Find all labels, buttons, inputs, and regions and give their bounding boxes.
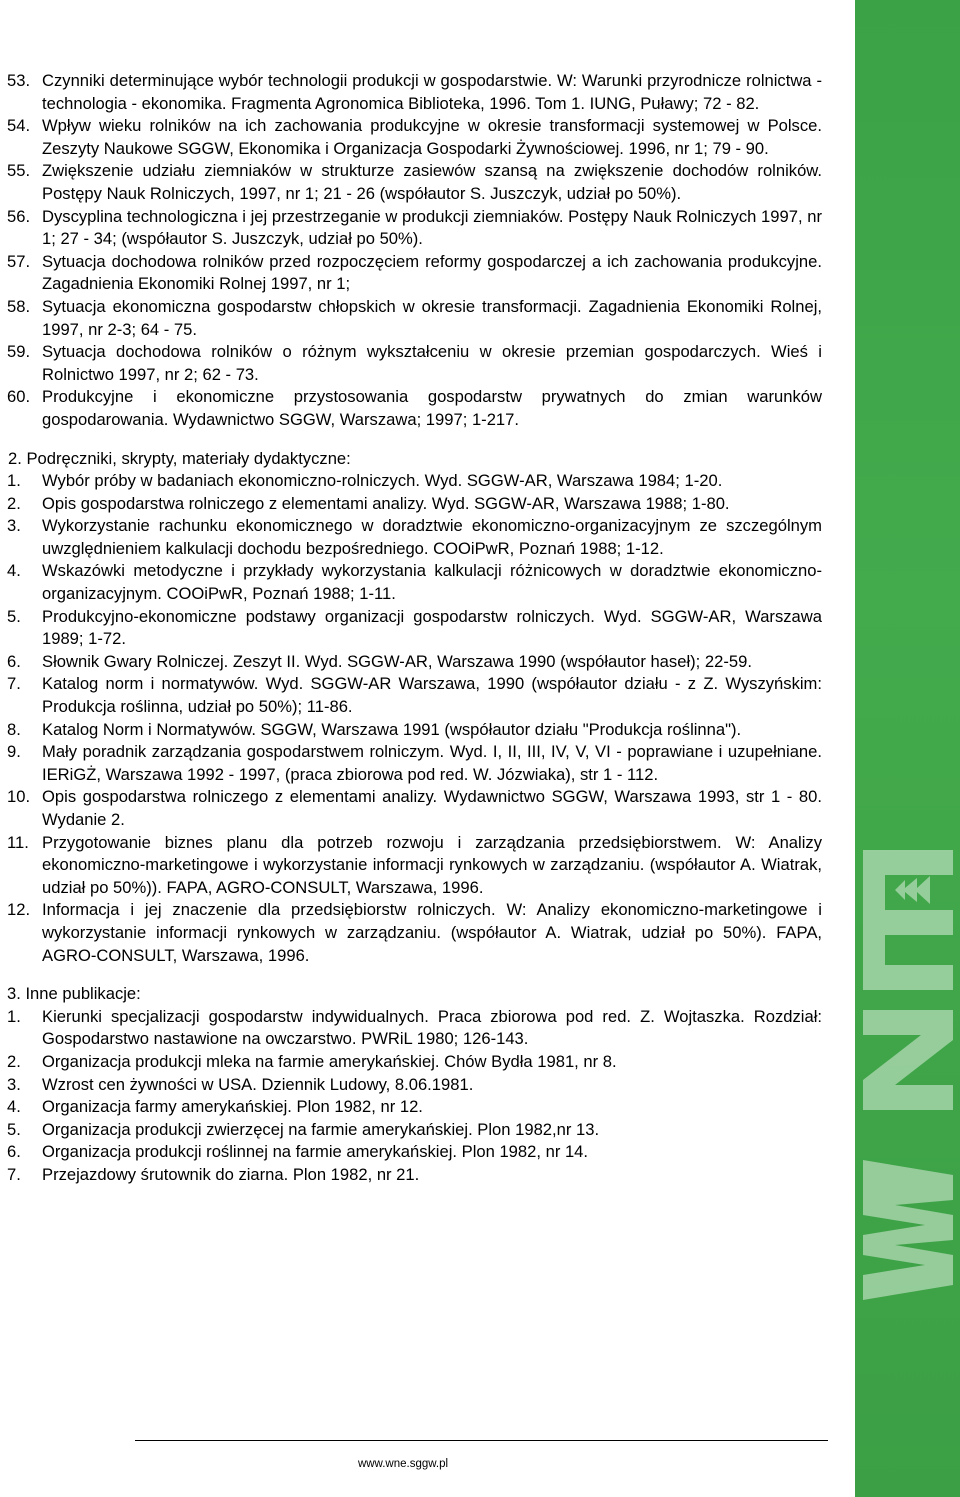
footer-divider xyxy=(135,1440,828,1441)
list-item: 5. Produkcyjno-ekonomiczne podstawy organizacji gospodarstw rolniczych. Wyd. SGGW-AR, Warszawa 1989; 1-72. xyxy=(7,606,822,649)
list-item: 4. Wskazówki metodyczne i przykłady wykorzystania kalkulacji różnicowych w doradztwie ekonomiczno-organizacyjnym. COOiPwR, Poznań 1988; 1-11. xyxy=(7,561,822,604)
list-item: 4. Organizacja farmy amerykańskiej. Plon 1982, nr 12. xyxy=(7,1097,423,1117)
list-item: 9. Mały poradnik zarządzania gospodarstwem rolniczym. Wyd. I, II, III, IV, V, VI - poprawiane i uzupełniane. IERiGŻ, Warszawa 1992 - 1997, (praca zbiorowa pod red. W. Józwiaka), str 1 - 112. xyxy=(7,742,822,784)
list-item: 3. Wzrost cen żywności w USA. Dziennik Ludowy, 8.06.1981. xyxy=(7,1074,474,1094)
textbooks-list xyxy=(7,470,822,967)
green-side-bar xyxy=(855,0,960,1497)
list-item: 6. Organizacja produkcji roślinnej na farmie amerykańskiej. Plon 1982, nr 14. xyxy=(7,1142,589,1162)
list-item: 60. Produkcyjne i ekonomiczne przystosowania gospodarstw prywatnych do zmian warunków gospodarowania. Wydawnictwo SGGW, Warszawa; 1997; 1-217. xyxy=(7,387,822,429)
list-item: 56. Dyscyplina technologiczna i jej przestrzeganie w produkcji ziemniaków. Postępy Nauk Rolniczych 1997, nr 1; 27 - 34; (współautor S. Juszczyk, udział po 50%). xyxy=(7,206,822,249)
wne-logo xyxy=(855,0,960,1497)
list-item: 12. Informacja i jej znaczenie dla przedsiębiorstw rolniczych. W: Analizy ekonomiczno-marketingowe i wykorzystanie informacji rynkowych w zarządzaniu. (współautor A. Wiatrak, udział po 50%). FAPA, AGRO-CONSULT, Warszawa, 1996. xyxy=(7,900,822,965)
other-publications-list xyxy=(7,1006,822,1187)
list-item: 53. Czynniki determinujące wybór technologii produkcji w gospodarstwie. W: Warunki przyrodnicze rolnictwa - technologia - ekonomika. Fragmenta Agronomica Biblioteka, 1996. Tom 1. IUNG, Puławy; 72 - 82. xyxy=(7,71,822,113)
wne-logo-letters xyxy=(863,850,953,1300)
list-item: 6. Słownik Gwary Rolniczej. Zeszyt II. Wyd. SGGW-AR, Warszawa 1990 (współautor haseł); 22-59. xyxy=(7,651,752,671)
list-item: 57. Sytuacja dochodowa rolników przed rozpoczęciem reformy gospodarczej a ich zachowania produkcyjne. Zagadnienia Ekonomiki Rolnej 1997, nr 1; xyxy=(7,251,822,294)
list-item: 1. Kierunki specjalizacji gospodarstw indywidualnych. Praca zbiorowa pod red. Z. Wojtaszka. Rozdział: Gospodarstwo nastawione na owczarstwo. PWRiL 1980; 126-143. xyxy=(7,1006,822,1049)
list-item: 59. Sytuacja dochodowa rolników o różnym wykształceniu w okresie przemian gospodarczych. Wieś i Rolnictwo 1997, nr 2; 62 - 73. xyxy=(7,342,822,384)
list-item: 10. Opis gospodarstwa rolniczego z elementami analizy. Wydawnictwo SGGW, Warszawa 1993, str 1 - 80. Wydanie 2. xyxy=(7,787,822,829)
section-heading-other: 3. Inne publikacje: xyxy=(7,984,141,1004)
list-item: 7. Katalog norm i normatywów. Wyd. SGGW-AR Warszawa, 1990 (współautor działu - z Z. Wyszyńskim: Produkcja roślinna, udział po 50%); 11-86. xyxy=(7,674,822,717)
list-item: 55. Zwiększenie udziału ziemniaków w strukturze zasiewów szansą na zwiększenie dochodów rolników. Postępy Nauk Rolniczych, 1997, nr 1; 21 - 26 (współautor S. Juszczyk, udział po 50%). xyxy=(7,161,822,203)
list-item: 2. Opis gospodarstwa rolniczego z elementami analizy. Wyd. SGGW-AR, Warszawa 1988; 1-80. xyxy=(7,493,730,513)
list-item: 7. Przejazdowy śrutownik do ziarna. Plon 1982, nr 21. xyxy=(7,1164,420,1184)
publications-continued xyxy=(7,70,822,432)
list-item: 2. Organizacja produkcji mleka na farmie amerykańskiej. Chów Bydła 1981, nr 8. xyxy=(7,1051,617,1071)
list-item: 1. Wybór próby w badaniach ekonomiczno-rolniczych. Wyd. SGGW-AR, Warszawa 1984; 1-20. xyxy=(7,471,723,491)
list-item: 5. Organizacja produkcji zwierzęcej na farmie amerykańskiej. Plon 1982,nr 13. xyxy=(7,1119,600,1139)
list-item: 3. Wykorzystanie rachunku ekonomicznego w doradztwie ekonomiczno-organizacyjnym ze szczególnym uwzględnieniem kalkulacji dochodu bezpośredniego. COOiPwR, Poznań 1988; 1-12. xyxy=(7,516,822,558)
list-item: 8. Katalog Norm i Normatywów. SGGW, Warszawa 1991 (współautor działu "Produkcja roślinna"). xyxy=(7,719,742,739)
list-item: 58. Sytuacja ekonomiczna gospodarstw chłopskich w okresie transformacji. Zagadnienia Ekonomiki Rolnej, 1997, nr 2-3; 64 - 75. xyxy=(7,296,822,339)
list-item: 54. Wpływ wieku rolników na ich zachowania produkcyjne w okresie transformacji systemowej w Polsce. Zeszyty Naukowe SGGW, Ekonomika i Organizacja Gospodarki Żywnościowej. 1996, nr 1; 79 - 90. xyxy=(7,116,822,158)
section-heading-textbooks: 2. Podręczniki, skrypty, materiały dydaktyczne: xyxy=(8,448,351,468)
footer-url[interactable]: www.wne.sggw.pl xyxy=(357,1458,449,1470)
list-item: 11. Przygotowanie biznes planu dla potrzeb rozwoju i zarządzania przedsiębiorstwem. W: Analizy ekonomiczno-marketingowe i wykorzystanie informacji rynkowych w zarządzaniu. (współautor A. Wiatrak, udział po 50%)). FAPA, AGRO-CONSULT, Warszawa, 1996. xyxy=(7,832,822,897)
publication-list xyxy=(7,70,822,1187)
